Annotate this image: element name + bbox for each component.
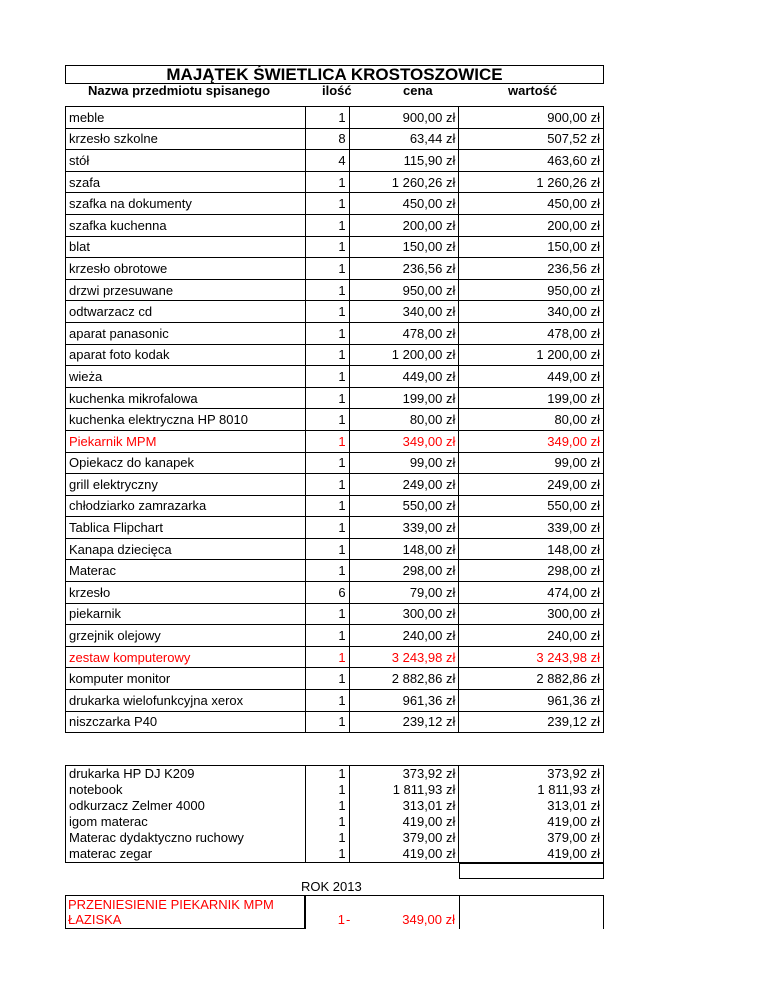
table-row [66,279,604,301]
qty-cell: 1 [305,366,349,388]
item-name-cell: aparat panasonic [66,322,306,344]
price-cell: 550,00 zł [349,495,459,517]
value-cell: 463,60 zł [459,150,604,172]
table-row [66,193,604,215]
qty-cell: 8 [305,128,349,150]
header-price: cena [403,83,433,98]
grouped-item-qty: 1 [338,782,346,797]
grouped-item-price: 419,00 zł [402,814,456,829]
item-name-cell: Materac [66,560,306,582]
qty-cell: 1 [305,495,349,517]
price-cell: 199,00 zł [349,387,459,409]
value-cell: 148,00 zł [459,538,604,560]
item-name-cell: krzesło szkolne [66,128,306,150]
table-row [66,452,604,474]
header-value: wartość [508,83,558,98]
header-name: Nazwa przedmiotu spisanego [88,83,271,98]
value-cell: 200,00 zł [459,214,604,236]
value-cell: 450,00 zł [459,193,604,215]
value-cell: 478,00 zł [459,322,604,344]
grouped-item-value: 419,00 zł [547,814,600,829]
item-name-cell: blat [66,236,306,258]
price-cell: 240,00 zł [349,625,459,647]
item-name-cell: drukarka wielofunkcyjna xerox [66,690,306,712]
table-row [66,625,604,647]
price-cell: 148,00 zł [349,538,459,560]
table-row [66,387,604,409]
price-cell: 1 260,26 zł [349,171,459,193]
qty-cell: 1 [305,452,349,474]
grouped-item-qty: 1 [338,766,346,781]
table-row [66,236,604,258]
price-cell: 150,00 zł [349,236,459,258]
table-row [66,560,604,582]
item-name-cell: aparat foto kodak [66,344,306,366]
qty-cell: 1 [305,711,349,733]
grouped-item-price: 373,92 zł [402,766,456,781]
item-name-cell: Opiekacz do kanapek [66,452,306,474]
qty-cell: 1 [305,625,349,647]
grouped-item-name: Materac dydaktyczno ruchowy [69,830,244,845]
price-cell: 79,00 zł [349,582,459,604]
item-name-cell: drzwi przesuwane [66,279,306,301]
qty-cell: 1 [305,344,349,366]
grouped-items-table [65,765,604,863]
price-cell: 1 200,00 zł [349,344,459,366]
qty-cell: 1 [305,171,349,193]
sheet-title: MAJĄTEK ŚWIETLICA KROSTOSZOWICE [65,65,604,84]
grouped-items-row [66,766,604,863]
value-cell: 2 882,86 zł [459,668,604,690]
grouped-names-cell [66,766,306,863]
price-cell: 478,00 zł [349,322,459,344]
value-cell: 349,00 zł [459,430,604,452]
price-cell: 63,44 zł [349,128,459,150]
value-cell: 3 243,98 zł [459,646,604,668]
price-cell: 339,00 zł [349,517,459,539]
value-cell: 339,00 zł [459,517,604,539]
item-name-cell: meble [66,107,306,129]
value-cell: 300,00 zł [459,603,604,625]
item-name-cell: kuchenka elektryczna HP 8010 [66,409,306,431]
table-row [66,690,604,712]
item-name-cell: piekarnik [66,603,306,625]
table-row [66,474,604,496]
qty-cell: 1 [305,387,349,409]
price-cell: 298,00 zł [349,560,459,582]
table-row [66,409,604,431]
qty-cell: 1 [305,646,349,668]
grouped-item-name: materac zegar [69,846,153,861]
qty-cell: 1 [305,690,349,712]
item-name-cell: komputer monitor [66,668,306,690]
item-name-cell: stół [66,150,306,172]
item-name-cell: grill elektryczny [66,474,306,496]
table-row [66,495,604,517]
transfer-value-divider [459,895,604,929]
item-name-cell: szafa [66,171,306,193]
qty-cell: 1 [305,409,349,431]
grouped-item-value: 419,00 zł [547,846,600,861]
item-name-cell: kuchenka mikrofalowa [66,387,306,409]
value-cell: 298,00 zł [459,560,604,582]
price-cell: 236,56 zł [349,258,459,280]
grouped-item-qty: 1 [338,814,346,829]
item-name-cell: krzesło obrotowe [66,258,306,280]
qty-cell: 1 [305,258,349,280]
price-cell: 900,00 zł [349,107,459,129]
value-cell: 199,00 zł [459,387,604,409]
value-cell: 550,00 zł [459,495,604,517]
qty-cell: 1 [305,214,349,236]
qty-cell: 1 [305,279,349,301]
table-row [66,603,604,625]
table-row [66,344,604,366]
item-name-cell: krzesło [66,582,306,604]
transfer-price: 349,00 zł [402,912,455,927]
table-row [66,150,604,172]
value-cell: 150,00 zł [459,236,604,258]
year-label: ROK 2013 [301,879,362,894]
value-cell: 80,00 zł [459,409,604,431]
value-cell: 507,52 zł [459,128,604,150]
price-cell: 300,00 zł [349,603,459,625]
item-name-cell: zestaw komputerowy [66,646,306,668]
qty-cell: 1 [305,322,349,344]
grouped-value-cell [459,766,604,863]
price-cell: 349,00 zł [349,430,459,452]
grouped-item-price: 313,01 zł [402,798,456,813]
price-cell: 80,00 zł [349,409,459,431]
transfer-label [68,897,274,927]
table-row [66,711,604,733]
grouped-item-name: igom materac [69,814,148,829]
grouped-item-price: 1 811,93 zł [392,782,456,797]
item-name-cell: chłodziarko zamrazarka [66,495,306,517]
empty-value-box [459,863,604,879]
item-name-cell: grzejnik olejowy [66,625,306,647]
grouped-item-value: 373,92 zł [547,766,600,781]
grouped-item-price: 379,00 zł [402,830,456,845]
item-name-cell: wieża [66,366,306,388]
header-qty: ilość [322,83,352,98]
item-name-cell: Kanapa dziecięca [66,538,306,560]
price-cell: 99,00 zł [349,452,459,474]
price-cell: 449,00 zł [349,366,459,388]
table-row [66,430,604,452]
qty-cell: 1 [305,236,349,258]
value-cell: 236,56 zł [459,258,604,280]
price-cell: 450,00 zł [349,193,459,215]
price-cell: 115,90 zł [349,150,459,172]
value-cell: 1 200,00 zł [459,344,604,366]
item-name-cell: szafka kuchenna [66,214,306,236]
table-row [66,107,604,129]
value-cell: 961,36 zł [459,690,604,712]
price-cell: 249,00 zł [349,474,459,496]
grouped-item-qty: 1 [338,830,346,845]
grouped-item-name: odkurzacz Zelmer 4000 [69,798,205,813]
table-row [66,517,604,539]
price-cell: 3 243,98 zł [349,646,459,668]
grouped-price-cell [349,766,459,863]
table-row [66,214,604,236]
grouped-item-value: 379,00 zł [547,830,600,845]
table-row [66,538,604,560]
value-cell: 900,00 zł [459,107,604,129]
transfer-qty: 1 [337,912,345,927]
value-cell: 474,00 zł [459,582,604,604]
transfer-label-line1: PRZENIESIENIE PIEKARNIK MPM [68,897,274,912]
price-cell: 200,00 zł [349,214,459,236]
value-cell: 239,12 zł [459,711,604,733]
item-name-cell: odtwarzacz cd [66,301,306,323]
value-cell: 99,00 zł [459,452,604,474]
qty-cell: 1 [305,538,349,560]
table-row [66,322,604,344]
item-name-cell: niszczarka P40 [66,711,306,733]
qty-cell: 1 [305,193,349,215]
table-row [66,668,604,690]
grouped-item-value: 313,01 zł [547,798,600,813]
value-cell: 249,00 zł [459,474,604,496]
price-cell: 340,00 zł [349,301,459,323]
grouped-item-name: drukarka HP DJ K209 [69,766,195,781]
price-cell: 961,36 zł [349,690,459,712]
grouped-qty-cell [305,766,349,863]
qty-cell: 1 [305,517,349,539]
transfer-dash: - [346,912,351,927]
inventory-table [65,106,604,733]
qty-cell: 6 [305,582,349,604]
table-row [66,128,604,150]
grouped-item-qty: 1 [338,798,346,813]
value-cell: 340,00 zł [459,301,604,323]
price-cell: 950,00 zł [349,279,459,301]
qty-cell: 1 [305,603,349,625]
qty-cell: 1 [305,560,349,582]
qty-cell: 1 [305,668,349,690]
value-cell: 950,00 zł [459,279,604,301]
grouped-item-name: notebook [69,782,123,797]
grouped-item-qty: 1 [338,846,346,861]
value-cell: 1 260,26 zł [459,171,604,193]
value-cell: 240,00 zł [459,625,604,647]
table-row [66,171,604,193]
price-cell: 239,12 zł [349,711,459,733]
transfer-label-line2: ŁAZISKA [68,912,122,927]
table-row [66,582,604,604]
qty-cell: 1 [305,301,349,323]
item-name-cell: Piekarnik MPM [66,430,306,452]
qty-cell: 1 [305,107,349,129]
item-name-cell: Tablica Flipchart [66,517,306,539]
qty-cell: 1 [305,474,349,496]
grouped-item-value: 1 811,93 zł [537,782,600,797]
price-cell: 2 882,86 zł [349,668,459,690]
grouped-item-price: 419,00 zł [402,846,456,861]
table-row [66,366,604,388]
table-row [66,301,604,323]
qty-cell: 4 [305,150,349,172]
item-name-cell: szafka na dokumenty [66,193,306,215]
table-row [66,646,604,668]
value-cell: 449,00 zł [459,366,604,388]
qty-cell: 1 [305,430,349,452]
table-row [66,258,604,280]
